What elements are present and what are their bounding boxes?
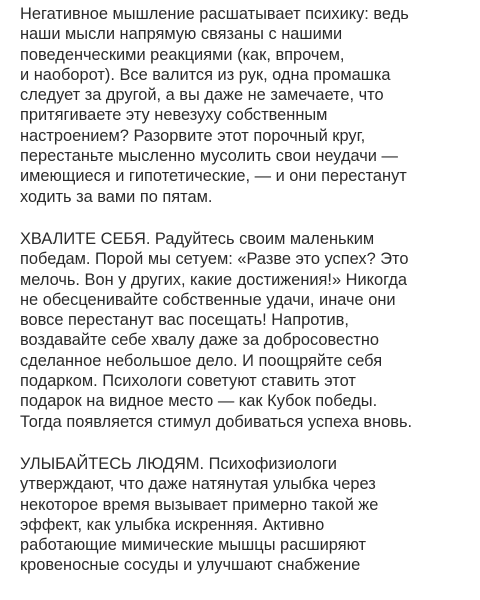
text-line: следует за другой, а вы даже не замечаете, что [20,86,384,105]
paragraph-negative-thinking [20,4,470,207]
text-line: УЛЫБАЙТЕСЬ ЛЮДЯМ. Психофизиологи [20,454,337,473]
text-line: некоторое время вызывает примерно такой же [20,495,379,514]
paragraph-spacer [20,432,470,454]
text-line: эффект, как улыбка искренняя. Активно [20,515,325,534]
paragraph-spacer [20,207,470,229]
text-line: победам. Порой мы сетуем: «Разве это успех? Это [20,250,409,269]
paragraph-praise-yourself [20,229,470,432]
paragraph-smile-at-people [20,454,470,576]
text-line: настроением? Разорвите этот порочный круг, [20,126,366,145]
text-line: притягиваете эту невезуху собственным [20,106,328,125]
text-line: ходить за вами по пятам. [20,187,213,206]
text-line: сделанное небольшое дело. И поощряйте себя [20,351,383,370]
text-line: подарком. Психологи советуют ставить этот [20,372,356,391]
text-line: поведенческими реакциями (как, впрочем, [20,45,345,64]
text-line: работающие мимические мышцы расширяют [20,536,367,555]
text-line: и наоборот). Все валится из рук, одна промашка [20,65,391,84]
text-line: не обесценивайте собственные удачи, иначе они [20,290,396,309]
text-line: воздавайте себе хвалу даже за добросовестно [20,331,380,350]
text-line: Негативное мышление расшатывает психику: ведь [20,5,409,23]
text-line: имеющиеся и гипотетические, — и они перестанут [20,167,407,186]
text-line: вовсе перестанут вас посещать! Напротив, [20,311,349,330]
text-line: Тогда появляется стимул добиваться успеха вновь. [20,412,413,431]
text-line: подарок на видное место — как Кубок победы. [20,392,378,411]
text-line: ХВАЛИТЕ СЕБЯ. Радуйтесь своим маленьким [20,229,375,248]
text-line: кровеносные сосуды и улучшают снабжение [20,556,361,575]
text-line: утверждают, что даже натянутая улыбка через [20,475,376,494]
text-line: наши мысли напрямую связаны с нашими [20,25,343,44]
text-line: перестаньте мысленно мусолить свои неудачи — [20,147,398,166]
text-line: мелочь. Вон у других, какие достижения!» Никогда [20,270,408,289]
